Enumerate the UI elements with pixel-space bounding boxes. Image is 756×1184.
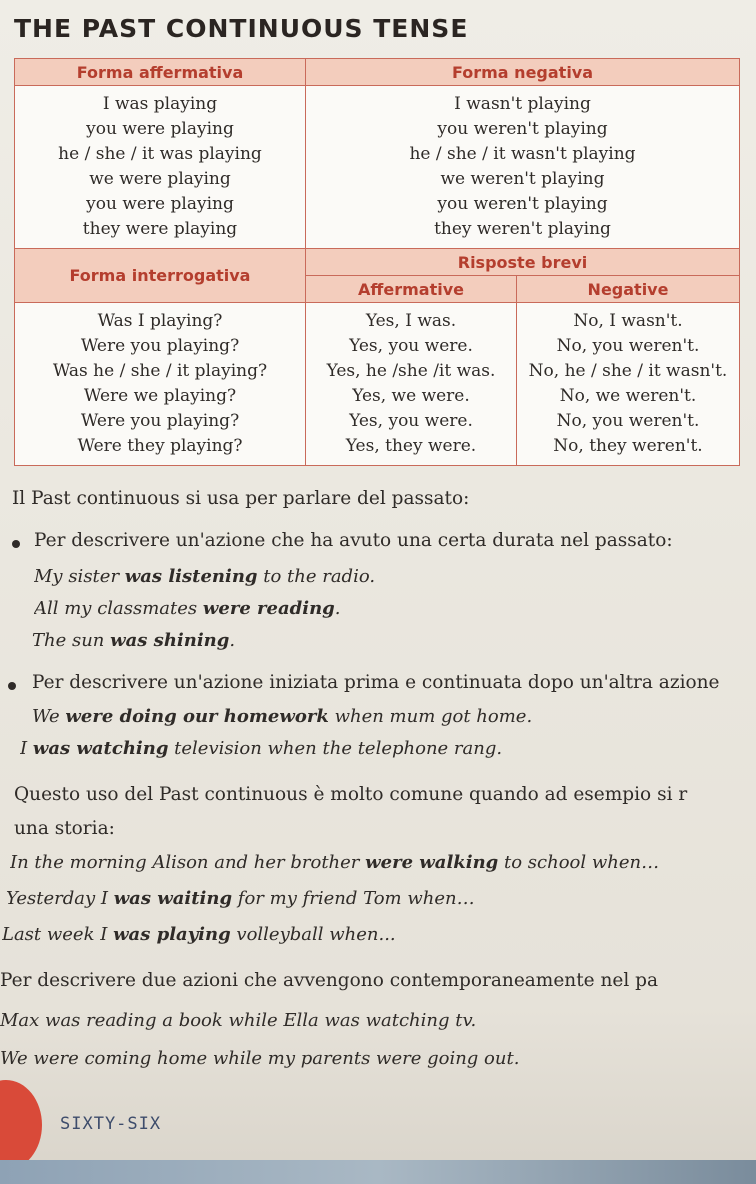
negative-form: you weren't playing [437,194,608,214]
page-title: THE PAST CONTINUOUS TENSE [14,14,469,43]
interrogative-form: Was he / she / it playing? [52,361,268,381]
affirmative-form: I was playing [102,94,218,114]
bullet-text-1: Per descrivere un'azione che ha avuto una certa durata nel passato: [34,530,673,551]
example-1c: The sun was shining. [32,630,236,651]
page-number: SIXTY-SIX [60,1114,162,1134]
header-interrogative: Forma interrogativa [15,249,306,303]
affirmative-form: he / she / it was playing [58,144,262,164]
interrogative-cell [15,303,306,466]
simultaneous-example-1: Max was reading a book while Ella was watching tv. [0,1010,477,1031]
header-short-negative: Negative [517,276,740,303]
short-affirmative-answer: Yes, you were. [349,336,473,356]
affirmative-form: we were playing [89,169,231,189]
negative-cell [306,86,740,249]
interrogative-form: Were you playing? [80,336,240,356]
story-text-1: Questo uso del Past continuous è molto comune quando ad esempio si r [14,784,688,805]
negative-form: you weren't playing [437,119,608,139]
grammar-table [14,58,740,466]
short-negative-answer: No, he / she / it wasn't. [528,361,728,381]
short-affirmative-answer: Yes, we were. [352,386,470,406]
interrogative-form: Were they playing? [77,436,243,456]
negative-form: he / she / it wasn't playing [409,144,636,164]
simultaneous-text: Per descrivere due azioni che avvengono contemporaneamente nel pa [0,970,658,991]
short-affirmative-answer: Yes, you were. [349,411,473,431]
example-1a: My sister was listening to the radio. [34,566,376,587]
short-negative-answer: No, I wasn't. [573,311,683,331]
story-text-2: una storia: [14,818,115,839]
affirmative-form: they were playing [82,219,238,239]
short-negative-answer: No, they weren't. [553,436,703,456]
example-2a: We were doing our homework when mum got home. [32,706,533,727]
short-affirmative-answer: Yes, they were. [345,436,477,456]
affirmative-form: you were playing [86,119,234,139]
short-negative-answer: No, we weren't. [559,386,697,406]
short-negative-answer: No, you weren't. [556,411,700,431]
affirmative-cell [15,86,306,249]
short-affirmative-answer: Yes, he /she /it was. [326,361,496,381]
header-short-affirmative: Affermative [306,276,517,303]
header-affirmative: Forma affermativa [15,59,306,86]
example-1b: All my classmates were reading. [34,598,341,619]
negative-form: they weren't playing [434,219,611,239]
story-example-2: Yesterday I was waiting for my friend Tom when… [6,888,475,909]
negative-form: I wasn't playing [454,94,591,114]
interrogative-form: Were we playing? [83,386,237,406]
negative-form: we weren't playing [440,169,605,189]
simultaneous-example-2: We were coming home while my parents were going out. [0,1048,520,1069]
bullet-text-2: Per descrivere un'azione iniziata prima e continuata dopo un'altra azione [32,672,720,693]
header-short-answers: Risposte brevi [306,249,740,276]
short-affirmative-cell [306,303,517,466]
header-negative: Forma negativa [306,59,740,86]
story-example-1: In the morning Alison and her brother were walking to school when… [10,852,660,873]
interrogative-form: Was I playing? [97,311,223,331]
example-2b: I was watching television when the telephone rang. [20,738,503,759]
bullet-1 [12,540,20,548]
short-negative-cell [517,303,740,466]
short-affirmative-answer: Yes, I was. [365,311,457,331]
story-example-3: Last week I was playing volleyball when... [2,924,396,945]
page-corner-tab [0,1080,42,1170]
background-strip [0,1160,756,1184]
bullet-2 [8,682,16,690]
affirmative-form: you were playing [86,194,234,214]
interrogative-form: Were you playing? [80,411,240,431]
short-negative-answer: No, you weren't. [556,336,700,356]
intro-text: Il Past continuous si usa per parlare del passato: [12,488,470,509]
